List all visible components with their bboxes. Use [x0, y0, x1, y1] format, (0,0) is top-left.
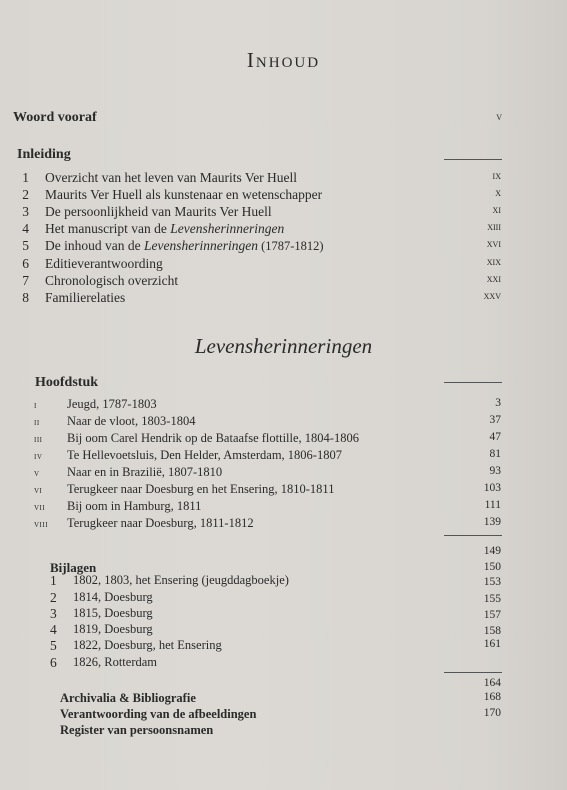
item-page: xxi — [486, 273, 501, 285]
appendix-text: 1819, Doesburg — [73, 622, 153, 636]
list-item — [0, 187, 567, 205]
chapter-title: Bij oom in Hamburg, 1811 — [67, 499, 202, 513]
chapter-title: Terugkeer naar Doesburg en het Ensering, 1810-1811 — [67, 482, 335, 496]
item-page: xix — [486, 256, 501, 268]
chapter-row — [0, 516, 567, 534]
back-matter-text: Archivalia & Bibliografie — [60, 691, 196, 705]
page-title: Inhoud — [246, 48, 321, 72]
appendix-number: 4 — [50, 622, 57, 637]
appendix-page: 157 — [483, 609, 501, 621]
item-number: 2 — [22, 187, 29, 202]
item-page: xiii — [487, 221, 501, 233]
chapter-title: Naar de vloot, 1803-1804 — [67, 414, 196, 428]
back-matter-rule — [444, 672, 502, 673]
appendix-number: 5 — [50, 638, 57, 653]
chapter-row — [0, 397, 567, 415]
list-item — [0, 221, 567, 239]
item-number: 8 — [22, 290, 29, 305]
chapter-page: 3 — [495, 397, 501, 409]
appendix-rule — [444, 535, 502, 536]
chapter-page: 81 — [489, 448, 501, 460]
chapter-title: Te Hellevoetsluis, Den Helder, Amsterdam, 1806-1807 — [67, 448, 342, 462]
chapter-number: viii — [34, 519, 49, 530]
appendix-text: 1814, Doesburg — [73, 590, 153, 604]
chapters-heading: Hoofdstuk — [35, 375, 99, 390]
chapter-row — [0, 499, 567, 517]
appendix-text: 1815, Doesburg — [73, 606, 153, 620]
chapter-number: vi — [34, 485, 43, 496]
chapter-row — [0, 465, 567, 483]
chapters-rule — [444, 382, 502, 383]
back-matter-text: Register van persoonsnamen — [60, 723, 214, 737]
chapter-title: Terugkeer naar Doesburg, 1811-1812 — [67, 516, 254, 530]
chapter-page: 111 — [484, 499, 501, 511]
chapter-number: i — [34, 400, 37, 411]
appendix-heading: Bijlagen — [50, 560, 97, 575]
item-number: 5 — [22, 238, 29, 253]
list-item — [0, 170, 567, 188]
chapter-number: iv — [34, 451, 43, 462]
chapter-page: 139 — [483, 516, 501, 528]
list-item — [0, 273, 567, 291]
appendix-row — [0, 638, 567, 656]
item-text-italic: Levensherinneringen — [170, 221, 285, 236]
item-number: 7 — [22, 273, 29, 288]
chapter-number: ii — [34, 417, 40, 428]
item-text: Maurits Ver Huell als kunstenaar en wetenschapper — [45, 187, 323, 202]
back-matter-first-page: 164 — [483, 677, 501, 689]
item-number: 3 — [22, 204, 29, 219]
item-text-italic: Levensherinneringen — [143, 238, 258, 253]
item-text: De persoonlijkheid van Maurits Ver Huell — [45, 204, 272, 219]
item-text — [45, 238, 324, 254]
item-text: Familierelaties — [45, 290, 126, 305]
chapter-page: 37 — [489, 414, 501, 426]
chapter-title: Bij oom Carel Hendrik op de Bataafse flottille, 1804-1806 — [67, 431, 359, 445]
back-matter-page: 168 — [483, 691, 501, 703]
item-text: Chronologisch overzicht — [45, 273, 179, 288]
item-page: ix — [492, 170, 501, 182]
appendix-number: 2 — [50, 590, 57, 605]
list-item — [0, 204, 567, 222]
item-text-post: (1787-1812) — [257, 239, 324, 253]
chapter-page: 103 — [483, 482, 501, 494]
chapter-row — [0, 482, 567, 500]
intro-rule — [444, 159, 502, 160]
appendix-page: 155 — [483, 593, 501, 605]
chapter-title: Jeugd, 1787-1803 — [67, 397, 157, 411]
list-item — [0, 238, 567, 256]
back-matter-text: Verantwoording van de afbeeldingen — [60, 707, 257, 721]
appendix-text: 1826, Rotterdam — [73, 655, 158, 669]
appendix-row — [0, 655, 567, 673]
chapter-number: iii — [34, 434, 43, 445]
item-page: xi — [492, 204, 501, 216]
chapter-row — [0, 414, 567, 432]
appendix-page: 153 — [483, 576, 501, 588]
appendix-page: 161 — [483, 638, 501, 650]
back-matter-page: 170 — [483, 707, 501, 719]
chapter-row — [0, 431, 567, 449]
item-text-pre: De inhoud van de — [45, 238, 144, 253]
main-section-title: Levensherinneringen — [194, 334, 373, 358]
item-number: 4 — [22, 221, 29, 236]
appendix-page: 158 — [483, 625, 501, 637]
foreword-page: v — [496, 109, 502, 123]
list-item — [0, 290, 567, 308]
chapter-page: 93 — [489, 465, 501, 477]
intro-heading: Inleiding — [17, 147, 71, 162]
list-item — [0, 256, 567, 274]
appendix-text: 1822, Doesburg, het Ensering — [73, 638, 222, 652]
appendix-heading-page: 150 — [483, 561, 501, 573]
item-text — [45, 221, 284, 237]
item-page: xxv — [483, 290, 501, 302]
chapter-title: Naar en in Brazilië, 1807-1810 — [67, 465, 223, 479]
item-number: 1 — [22, 170, 29, 185]
appendix-number: 6 — [50, 655, 57, 670]
appendix-number: 3 — [50, 606, 57, 621]
item-text: Overzicht van het leven van Maurits Ver Huell — [45, 170, 298, 185]
item-page: xvi — [486, 238, 501, 250]
foreword-label: Woord vooraf — [13, 110, 97, 125]
chapter-number: v — [34, 468, 40, 479]
appendix-text: 1802, 1803, het Ensering (jeugddagboekje) — [73, 573, 289, 587]
item-page: x — [495, 187, 501, 199]
chapter-number: vii — [34, 502, 46, 513]
item-text-pre: Het manuscript van de — [45, 221, 171, 236]
item-text: Editieverantwoording — [45, 256, 163, 271]
appendix-number: 1 — [50, 573, 57, 588]
back-matter-row — [0, 723, 567, 741]
chapter-page: 47 — [489, 431, 501, 443]
appendix-row — [0, 573, 567, 591]
appendix-first-page: 149 — [483, 545, 501, 557]
item-number: 6 — [22, 256, 29, 271]
chapter-row — [0, 448, 567, 466]
